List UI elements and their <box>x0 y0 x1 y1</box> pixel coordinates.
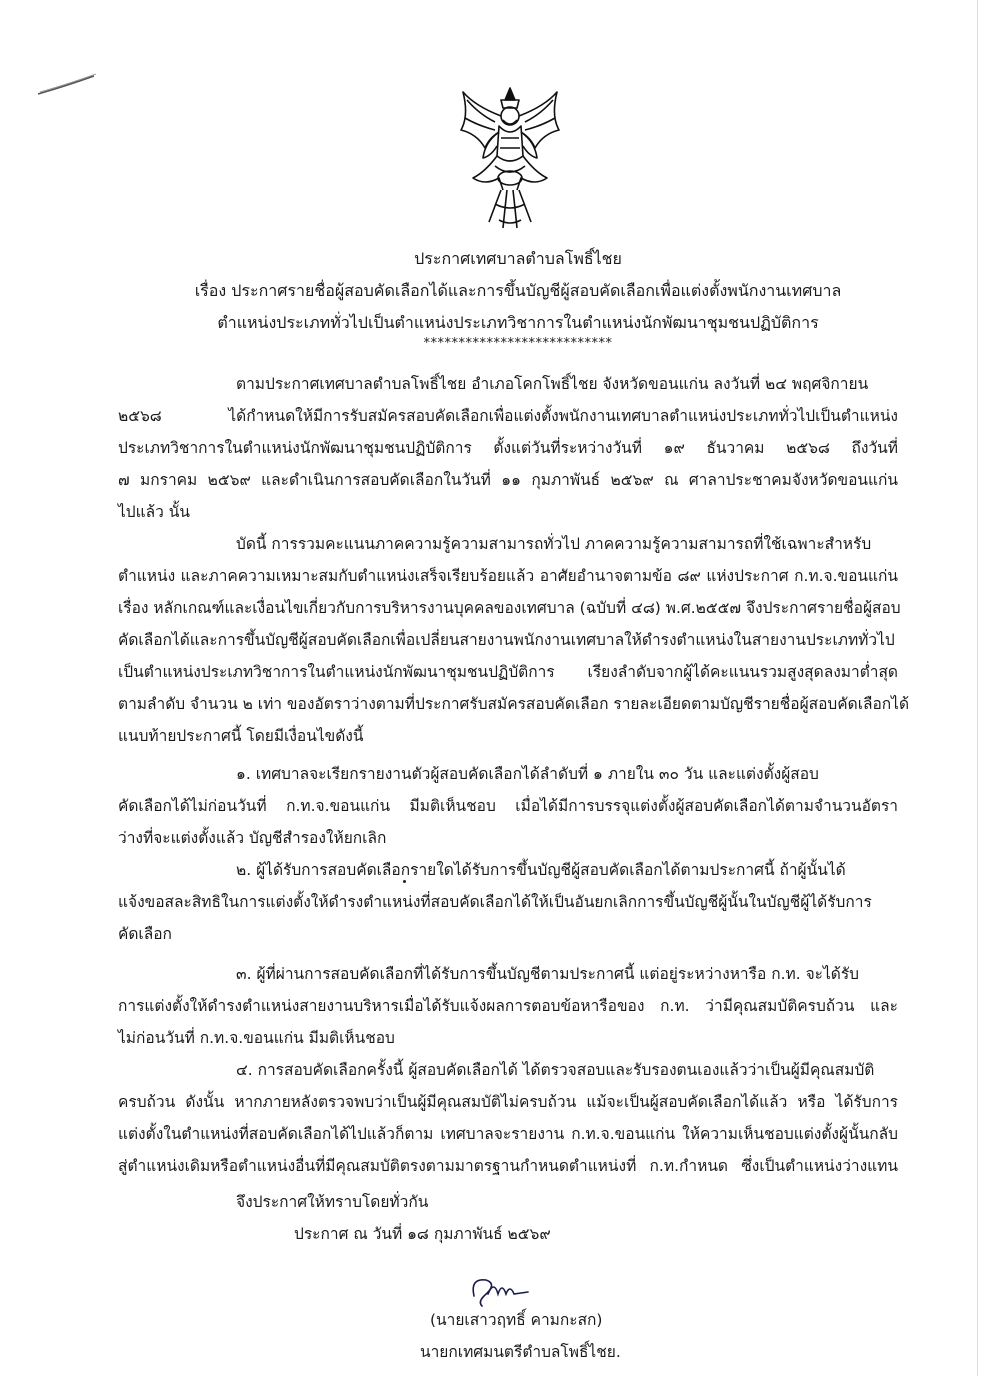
garuda-emblem-icon <box>455 86 565 236</box>
paragraph-line: ๗ มกราคม ๒๕๖๙ และดำเนินการสอบคัดเลือกในวันที่ ๑๑ กุมภาพันธ์ ๒๕๖๙ ณ ศาลาประชาคมจังหวัดขอนแก่น <box>118 471 898 489</box>
condition-1-line: คัดเลือกได้ไม่ก่อนวันที่ ก.ท.จ.ขอนแก่น มีมติเห็นชอบ เมื่อได้มีการบรรจุแต่งตั้งผู้สอบคัดเลือกได้ตามจำนวนอัตรา <box>118 797 898 815</box>
condition-3-line: การแต่งตั้งให้ดำรงตำแหน่งสายงานบริหารเมื่อได้รับแจ้งผลการตอบข้อหารือของ ก.ท. ว่ามีคุณสมบัติครบถ้วน และ <box>118 997 898 1015</box>
paragraph-line: ประเภทวิชาการในตำแหน่งนักพัฒนาชุมชนปฏิบัติการ ตั้งแต่วันที่ระหว่างวันที่ ๑๙ ธันวาคม ๒๕๖๘ ถึงวันที่ <box>118 439 898 457</box>
page-edge <box>977 0 978 1376</box>
paragraph-line: บัดนี้ การรวมคะแนนภาคความรู้ความสามารถทั่วไป ภาคความรู้ความสามารถที่ใช้เฉพาะสำหรับ <box>236 535 872 553</box>
paragraph-line: เรื่อง หลักเกณฑ์และเงื่อนไขเกี่ยวกับการบริหารงานบุคคลของเทศบาล (ฉบับที่ ๔๘) พ.ศ.๒๕๕๗ จึงประกาศรายชื่อผู้สอบ <box>118 599 901 617</box>
condition-4-line: แต่งตั้งในตำแหน่งที่สอบคัดเลือกได้ไปแล้วก็ตาม เทศบาลจะรายงาน ก.ท.จ.ขอนแก่น ให้ความเห็นชอบแต่งตั้งผู้นั้นกลับ <box>118 1125 898 1143</box>
announcement-date: ประกาศ ณ วันที่ ๑๘ กุมภาพันธ์ ๒๕๖๙ <box>294 1225 551 1243</box>
title-separator: *************************** <box>423 336 613 351</box>
closing-statement: จึงประกาศให้ทราบโดยทั่วกัน <box>236 1193 429 1211</box>
scan-mark-line-icon <box>36 70 106 100</box>
condition-1-line: ว่างที่จะแต่งตั้งแล้ว บัญชีสำรองให้ยกเลิก <box>118 829 387 847</box>
signatory-name: (นายเสาวฤทธิ์ คามกะสก) <box>430 1311 603 1329</box>
paragraph-line: ตำแหน่ง และภาคความเหมาะสมกับตำแหน่งเสร็จเรียบร้อยแล้ว อาศัยอำนาจตามข้อ ๘๙ แห่งประกาศ ก.ท.จ.ขอนแก่น <box>118 567 898 585</box>
condition-4-line: ครบถ้วน ดังนั้น หากภายหลังตรวจพบว่าเป็นผู้มีคุณสมบัติไม่ครบถ้วน แม้จะเป็นผู้สอบคัดเลือกได้แล้ว หรือ ได้รับการ <box>118 1093 898 1111</box>
condition-2-line: แจ้งขอสละสิทธิในการแต่งตั้งให้ดำรงตำแหน่งที่สอบคัดเลือกได้ให้เป็นอันยกเลิกการขึ้นบัญชีผู้นั้นในบัญชีผู้ได้รับการ <box>118 893 872 911</box>
paragraph-line: เป็นตำแหน่งประเภทวิชาการในตำแหน่งนักพัฒนาชุมชนปฏิบัติการ เรียงลำดับจากผู้ได้คะแนนรวมสูงสุดลงมาต่ำสุด <box>118 663 898 681</box>
condition-4-line: สู่ตำแหน่งเดิมหรือตำแหน่งอื่นที่มีคุณสมบัติตรงตามมาตรฐานกำหนดตำแหน่งที่ ก.ท.กำหนด ซึ่งเป็นตำแหน่งว่างแทน <box>118 1157 898 1175</box>
paragraph-line: แนบท้ายประกาศนี้ โดยมีเงื่อนไขดังนี้ <box>118 727 364 745</box>
condition-4-line: ๔. การสอบคัดเลือกครั้งนี้ ผู้สอบคัดเลือกได้ ได้ตรวจสอบและรับรองตนเองแล้วว่าเป็นผู้มีคุณสมบัติ <box>236 1061 875 1079</box>
condition-3-line: ไม่ก่อนวันที่ ก.ท.จ.ขอนแก่น มีมติเห็นชอบ <box>118 1029 395 1047</box>
paragraph-line: ตามลำดับ จำนวน ๒ เท่า ของอัตราว่างตามที่ประกาศรับสมัครสอบคัดเลือก รายละเอียดตามบัญชีรายชื่อผู้สอบคัดเลือกได้ <box>118 695 910 713</box>
announcement-title: ประกาศเทศบาลตำบลโพธิ์ไชย <box>414 249 622 268</box>
condition-2-line: ๒. ผู้ได้รับการสอบคัดเลือกรายใดได้รับการขึ้นบัญชีผู้สอบคัดเลือกได้ตามประกาศนี้ ถ้าผู้นั้นได้ <box>236 861 846 879</box>
subject-line-2: ตำแหน่งประเภททั่วไปเป็นตำแหน่งประเภทวิชาการในตำแหน่งนักพัฒนาชุมชนปฏิบัติการ <box>217 313 819 332</box>
handwritten-signature-icon <box>468 1270 558 1310</box>
scan-speck <box>403 880 406 883</box>
condition-3-line: ๓. ผู้ที่ผ่านการสอบคัดเลือกที่ได้รับการขึ้นบัญชีตามประกาศนี้ แต่อยู่ระหว่างหารือ ก.ท. จะได้รับ <box>236 965 860 983</box>
signatory-position: นายกเทศมนตรีตำบลโพธิ์ไชย. <box>420 1343 621 1361</box>
paragraph-line: ไปแล้ว นั้น <box>118 503 190 521</box>
paragraph-line: คัดเลือกได้และการขึ้นบัญชีผู้สอบคัดเลือกเพื่อเปลี่ยนสายงานพนักงานเทศบาลให้ดำรงตำแหน่งในสายงานประเภททั่วไป <box>118 631 895 649</box>
subject-line-1: เรื่อง ประกาศรายชื่อผู้สอบคัดเลือกได้และการขึ้นบัญชีผู้สอบคัดเลือกเพื่อแต่งตั้งพนักงานเทศบาล <box>194 281 842 300</box>
paragraph-line: ๒๕๖๘ ได้กำหนดให้มีการรับสมัครสอบคัดเลือกเพื่อแต่งตั้งพนักงานเทศบาลตำแหน่งประเภททั่วไปเป็นตำแหน่ง <box>118 407 898 425</box>
condition-2-line: คัดเลือก <box>118 925 172 943</box>
condition-1-line: ๑. เทศบาลจะเรียกรายงานตัวผู้สอบคัดเลือกได้ลำดับที่ ๑ ภายใน ๓๐ วัน และแต่งตั้งผู้สอบ <box>236 765 819 783</box>
paragraph-line: ตามประกาศเทศบาลตำบลโพธิ์ไชย อำเภอโคกโพธิ์ไชย จังหวัดขอนแก่น ลงวันที่ ๒๔ พฤศจิกายน <box>236 375 869 393</box>
